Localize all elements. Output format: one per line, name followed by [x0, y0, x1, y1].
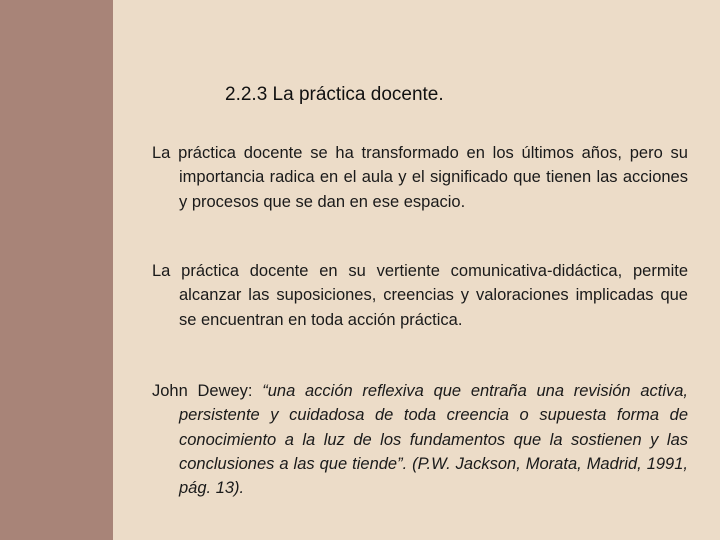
section-heading: 2.2.3 La práctica docente.: [225, 84, 444, 105]
citation-author: John Dewey:: [152, 382, 263, 400]
citation-quote: “una acción reflexiva que entraña una revisión activa, persistente y cuidadosa de toda creencia o supuesta forma de conocimiento a la luz de los fundamentos que la sostienen y las conclusiones a las que tiende”. (P.W. Jackson, Morata, Madrid, 1991, pág. 13).: [179, 382, 689, 498]
paragraph-2: La práctica docente en su vertiente comunicativa-didáctica, permite alcanzar las suposiciones, creencias y valoraciones implicadas que se encuentran en toda acción práctica.: [152, 262, 688, 329]
dewey-citation-paragraph: [152, 379, 688, 500]
accent-sidebar: [0, 0, 113, 540]
paragraph-1: La práctica docente se ha transformado en los últimos años, pero su importancia radica en el aula y el significado que tienen las acciones y procesos que se dan en ese espacio.: [152, 144, 688, 211]
